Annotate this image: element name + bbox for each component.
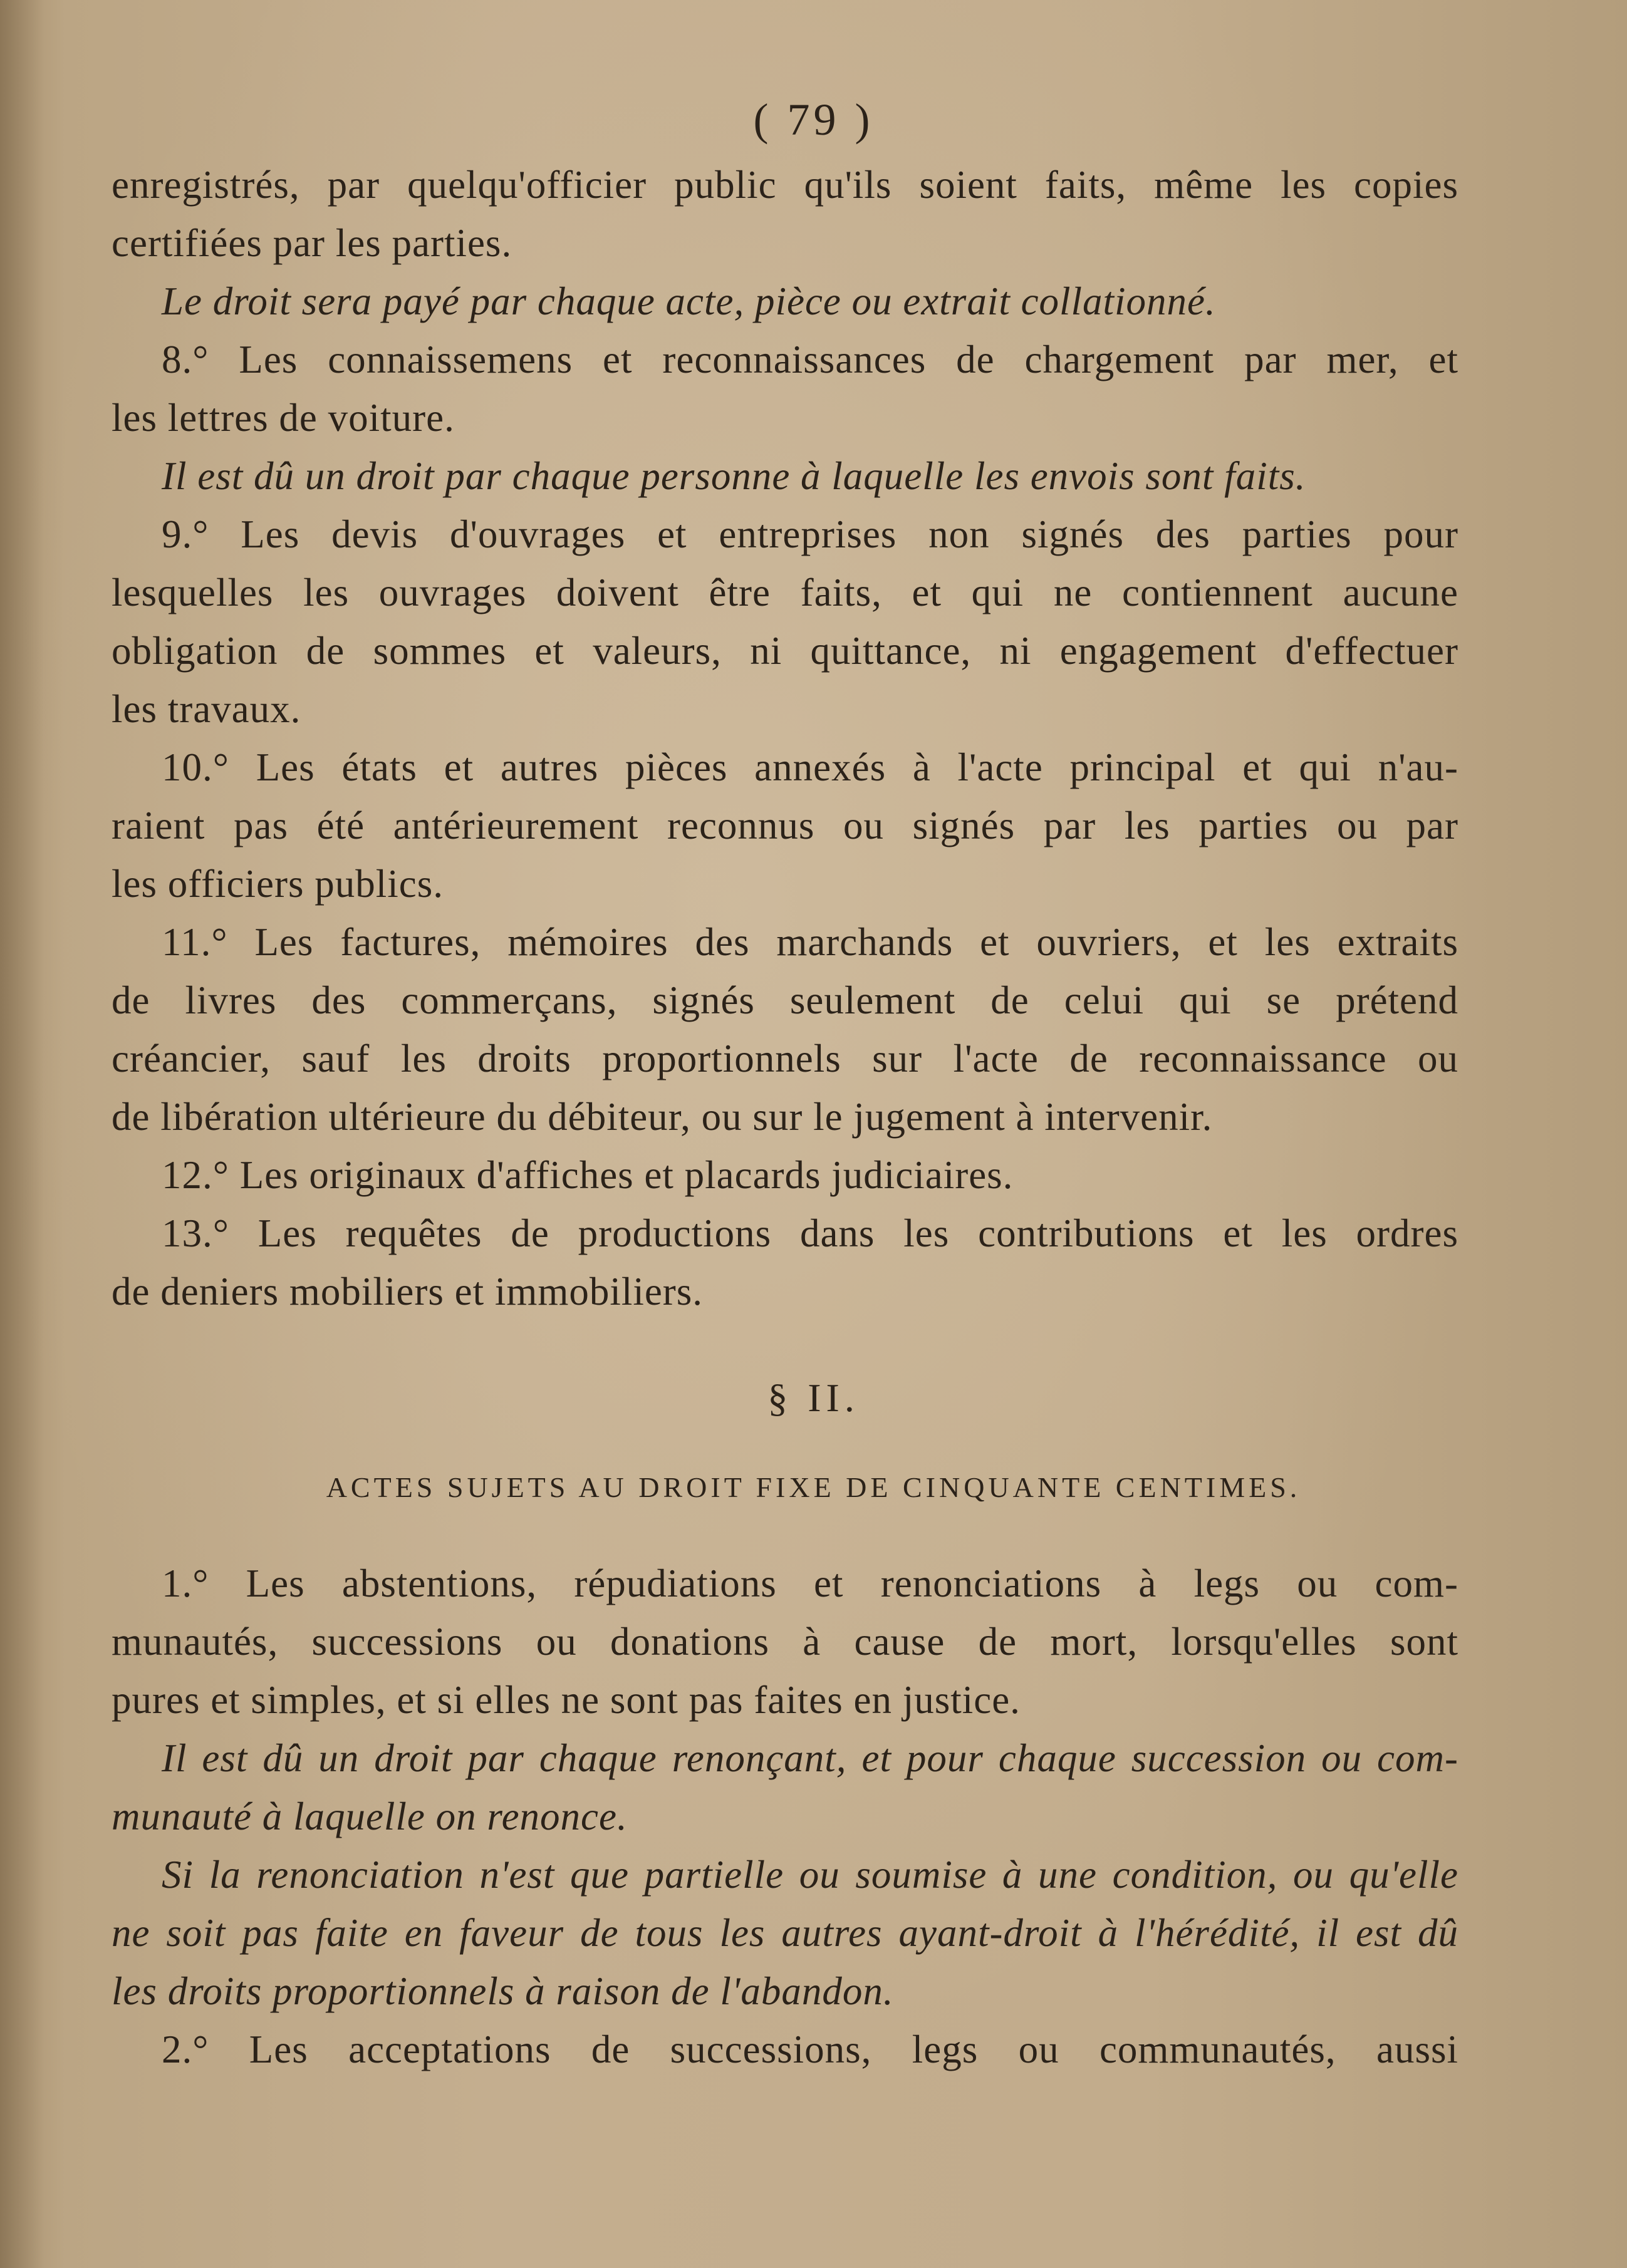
text-line: 13.° Les requêtes de productions dans les contributions et les ordres bbox=[162, 1211, 1458, 1255]
text-line: Si la renonciation n'est que partielle ou soumise à une condition, ou qu'elle bbox=[162, 1853, 1458, 1897]
text-line: Il est dû un droit par chaque personne à laquelle les envois sont faits. bbox=[162, 454, 1306, 498]
text-line: Il est dû un droit par chaque renonçant, et pour chaque succession ou com- bbox=[162, 1736, 1458, 1780]
text-line: Le droit sera payé par chaque acte, pièce ou extrait collationné. bbox=[162, 279, 1216, 323]
text-line: 1.° Les abstentions, répudiations et renonciations à legs ou com- bbox=[162, 1561, 1458, 1605]
text-line: 2.° Les acceptations de successions, legs ou communautés, aussi bbox=[162, 2027, 1458, 2071]
text-line: les travaux. bbox=[112, 687, 301, 731]
text-line: de livres des commerçans, signés seulement de celui qui se prétend bbox=[112, 978, 1458, 1022]
text-line: munauté à laquelle on renonce. bbox=[112, 1794, 628, 1838]
page-number: ( 79 ) bbox=[753, 95, 874, 145]
text-line: certifiées par les parties. bbox=[112, 221, 512, 265]
text-line: de libération ultérieure du débiteur, ou sur le jugement à intervenir. bbox=[112, 1095, 1213, 1139]
text-line: munautés, successions ou donations à cause de mort, lorsqu'elles sont bbox=[112, 1620, 1458, 1664]
section-heading: ACTES SUJETS AU DROIT FIXE DE CINQUANTE CENTIMES. bbox=[326, 1471, 1301, 1503]
text-line: raient pas été antérieurement reconnus ou signés par les parties ou par bbox=[112, 804, 1458, 847]
text-line: 9.° Les devis d'ouvrages et entreprises non signés des parties pour bbox=[162, 512, 1458, 556]
text-line: enregistrés, par quelqu'officier public qu'ils soient faits, même les copies bbox=[112, 163, 1458, 207]
text-line: ne soit pas faite en faveur de tous les autres ayant-droit à l'hérédité, il est dû bbox=[112, 1911, 1458, 1955]
text-line: 8.° Les connaissemens et reconnaissances de chargement par mer, et bbox=[162, 338, 1458, 381]
text-line: créancier, sauf les droits proportionnels sur l'acte de reconnaissance ou bbox=[112, 1037, 1458, 1080]
text-line: pures et simples, et si elles ne sont pas faites en justice. bbox=[112, 1678, 1021, 1722]
text-line: de deniers mobiliers et immobiliers. bbox=[112, 1270, 704, 1313]
text-line: les droits proportionnels à raison de l'abandon. bbox=[112, 1969, 894, 2013]
text-line: lesquelles les ouvrages doivent être faits, et qui ne contiennent aucune bbox=[112, 571, 1458, 614]
section-number: § II. bbox=[767, 1375, 860, 1420]
text-line: obligation de sommes et valeurs, ni quittance, ni engagement d'effectuer bbox=[112, 629, 1458, 673]
text-line: les lettres de voiture. bbox=[112, 396, 455, 440]
text-line: 12.° Les originaux d'affiches et placards judiciaires. bbox=[162, 1153, 1014, 1197]
text-line: 10.° Les états et autres pièces annexés à l'acte principal et qui n'au- bbox=[162, 745, 1458, 789]
text-line: 11.° Les factures, mémoires des marchands et ouvriers, et les extraits bbox=[162, 920, 1458, 964]
text-line: les officiers publics. bbox=[112, 862, 444, 906]
